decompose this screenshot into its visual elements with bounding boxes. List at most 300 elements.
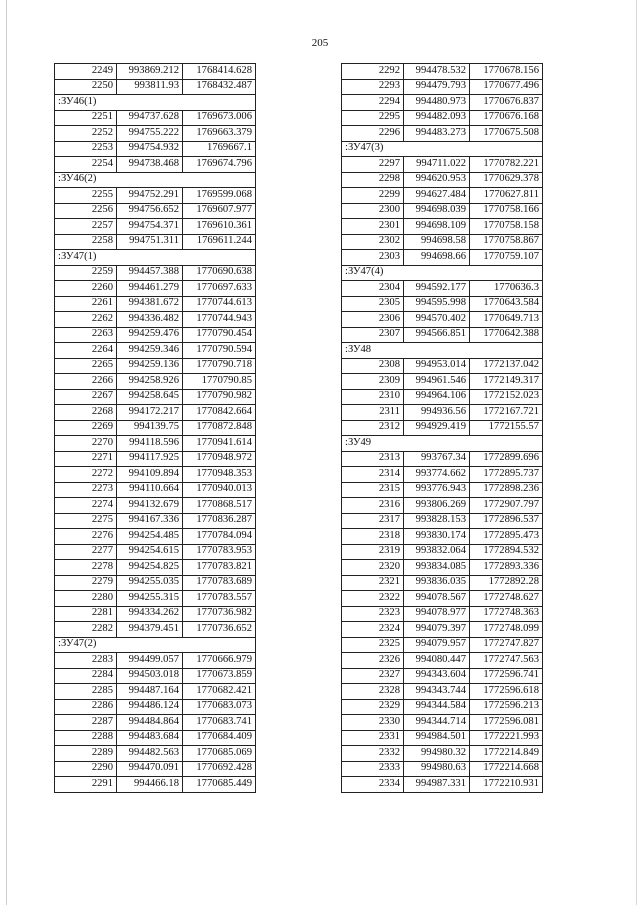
point-number-cell: 2328 [342, 684, 404, 700]
y-coordinate-cell: 1770836.287 [183, 513, 256, 529]
x-coordinate-cell: 994259.346 [117, 343, 183, 359]
y-coordinate-cell: 1770642.388 [470, 327, 543, 343]
x-coordinate-cell: 994698.109 [404, 219, 470, 235]
y-coordinate-cell: 1770758.166 [470, 203, 543, 219]
y-coordinate-cell: 1772748.363 [470, 606, 543, 622]
table-row [55, 126, 256, 142]
x-coordinate-cell: 994110.664 [117, 482, 183, 498]
table-row [342, 95, 543, 111]
x-coordinate-cell: 994461.279 [117, 281, 183, 297]
y-coordinate-cell: 1770676.168 [470, 110, 543, 126]
x-coordinate-cell: 994570.402 [404, 312, 470, 328]
y-coordinate-cell: 1772596.741 [470, 668, 543, 684]
table-row [342, 622, 543, 638]
table-row [342, 451, 543, 467]
table-row [342, 637, 543, 653]
x-coordinate-cell: 994752.291 [117, 188, 183, 204]
point-number-cell: 2331 [342, 730, 404, 746]
table-row [342, 699, 543, 715]
table-row [55, 606, 256, 622]
table-row [55, 358, 256, 374]
table-row [55, 653, 256, 669]
point-number-cell: 2304 [342, 281, 404, 297]
y-coordinate-cell: 1770629.378 [470, 172, 543, 188]
y-coordinate-cell: 1768432.487 [183, 79, 256, 95]
y-coordinate-cell: 1770736.652 [183, 622, 256, 638]
point-number-cell: 2286 [55, 699, 117, 715]
section-label: :ЗУ46(2) [55, 172, 256, 188]
y-coordinate-cell: 1770940.013 [183, 482, 256, 498]
y-coordinate-cell: 1770790.982 [183, 389, 256, 405]
section-header-row [55, 250, 256, 266]
y-coordinate-cell: 1772895.473 [470, 529, 543, 545]
x-coordinate-cell: 994483.684 [117, 730, 183, 746]
x-coordinate-cell: 994078.567 [404, 591, 470, 607]
y-coordinate-cell: 1769607.977 [183, 203, 256, 219]
table-row [342, 281, 543, 297]
y-coordinate-cell: 1770842.664 [183, 405, 256, 421]
point-number-cell: 2311 [342, 405, 404, 421]
point-number-cell: 2323 [342, 606, 404, 622]
table-row [55, 141, 256, 157]
y-coordinate-cell: 1770685.449 [183, 777, 256, 793]
point-number-cell: 2314 [342, 467, 404, 483]
point-number-cell: 2263 [55, 327, 117, 343]
scan-edge-left [6, 0, 7, 905]
point-number-cell: 2282 [55, 622, 117, 638]
x-coordinate-cell: 994118.596 [117, 436, 183, 452]
point-number-cell: 2291 [55, 777, 117, 793]
y-coordinate-cell: 1772214.849 [470, 746, 543, 762]
x-coordinate-cell: 993811.93 [117, 79, 183, 95]
y-coordinate-cell: 1769610.361 [183, 219, 256, 235]
table-row [55, 684, 256, 700]
point-number-cell: 2271 [55, 451, 117, 467]
point-number-cell: 2250 [55, 79, 117, 95]
table-row [342, 358, 543, 374]
x-coordinate-cell: 994079.957 [404, 637, 470, 653]
y-coordinate-cell: 1770872.848 [183, 420, 256, 436]
y-coordinate-cell: 1772167.721 [470, 405, 543, 421]
x-coordinate-cell: 994566.851 [404, 327, 470, 343]
y-coordinate-cell: 1770790.718 [183, 358, 256, 374]
table-row [342, 188, 543, 204]
point-number-cell: 2249 [55, 64, 117, 80]
table-row [55, 560, 256, 576]
table-row [55, 343, 256, 359]
x-coordinate-cell: 994132.679 [117, 498, 183, 514]
point-number-cell: 2306 [342, 312, 404, 328]
table-row [342, 684, 543, 700]
table-row [342, 203, 543, 219]
point-number-cell: 2272 [55, 467, 117, 483]
section-header-row [342, 141, 543, 157]
y-coordinate-cell: 1772899.696 [470, 451, 543, 467]
table-row [55, 498, 256, 514]
point-number-cell: 2277 [55, 544, 117, 560]
table-row [55, 436, 256, 452]
x-coordinate-cell: 994478.532 [404, 64, 470, 80]
x-coordinate-cell: 994479.793 [404, 79, 470, 95]
table-row [55, 591, 256, 607]
y-coordinate-cell: 1770948.353 [183, 467, 256, 483]
x-coordinate-cell: 994117.925 [117, 451, 183, 467]
point-number-cell: 2293 [342, 79, 404, 95]
point-number-cell: 2319 [342, 544, 404, 560]
y-coordinate-cell: 1770697.633 [183, 281, 256, 297]
table-row [342, 79, 543, 95]
y-coordinate-cell: 1770683.741 [183, 715, 256, 731]
table-row [342, 157, 543, 173]
y-coordinate-cell: 1770941.614 [183, 436, 256, 452]
x-coordinate-cell: 994259.136 [117, 358, 183, 374]
table-row [342, 234, 543, 250]
table-row [55, 389, 256, 405]
x-coordinate-cell: 994737.628 [117, 110, 183, 126]
point-number-cell: 2297 [342, 157, 404, 173]
x-coordinate-cell: 993832.064 [404, 544, 470, 560]
y-coordinate-cell: 1772596.081 [470, 715, 543, 731]
x-coordinate-cell: 994980.32 [404, 746, 470, 762]
x-coordinate-cell: 994254.615 [117, 544, 183, 560]
x-coordinate-cell: 994984.501 [404, 730, 470, 746]
table-row [342, 653, 543, 669]
point-number-cell: 2262 [55, 312, 117, 328]
y-coordinate-cell: 1770948.972 [183, 451, 256, 467]
table-row [342, 761, 543, 777]
point-number-cell: 2300 [342, 203, 404, 219]
table-row [342, 529, 543, 545]
table-row [55, 622, 256, 638]
x-coordinate-cell: 994595.998 [404, 296, 470, 312]
coordinates-table-left [54, 63, 256, 793]
y-coordinate-cell: 1772210.931 [470, 777, 543, 793]
x-coordinate-cell: 993869.212 [117, 64, 183, 80]
y-coordinate-cell: 1772596.213 [470, 699, 543, 715]
x-coordinate-cell: 994343.604 [404, 668, 470, 684]
point-number-cell: 2299 [342, 188, 404, 204]
section-label: :ЗУ47(1) [55, 250, 256, 266]
x-coordinate-cell: 994953.014 [404, 358, 470, 374]
point-number-cell: 2330 [342, 715, 404, 731]
section-label: :ЗУ46(1) [55, 95, 256, 111]
point-number-cell: 2281 [55, 606, 117, 622]
y-coordinate-cell: 1770758.867 [470, 234, 543, 250]
table-row [55, 234, 256, 250]
x-coordinate-cell: 994255.035 [117, 575, 183, 591]
y-coordinate-cell: 1772748.627 [470, 591, 543, 607]
point-number-cell: 2255 [55, 188, 117, 204]
table-row [342, 312, 543, 328]
page-number: 205 [311, 37, 329, 49]
x-coordinate-cell: 994109.894 [117, 467, 183, 483]
point-number-cell: 2275 [55, 513, 117, 529]
point-number-cell: 2257 [55, 219, 117, 235]
y-coordinate-cell: 1772894.532 [470, 544, 543, 560]
point-number-cell: 2280 [55, 591, 117, 607]
x-coordinate-cell: 994336.482 [117, 312, 183, 328]
section-label: :ЗУ47(3) [342, 141, 543, 157]
table-row [55, 405, 256, 421]
x-coordinate-cell: 994499.057 [117, 653, 183, 669]
y-coordinate-cell: 1772221.993 [470, 730, 543, 746]
point-number-cell: 2294 [342, 95, 404, 111]
x-coordinate-cell: 994258.645 [117, 389, 183, 405]
table-row [342, 730, 543, 746]
section-header-row [342, 265, 543, 281]
x-coordinate-cell: 994172.217 [117, 405, 183, 421]
x-coordinate-cell: 994961.546 [404, 374, 470, 390]
point-number-cell: 2264 [55, 343, 117, 359]
point-number-cell: 2325 [342, 637, 404, 653]
table-row [342, 715, 543, 731]
y-coordinate-cell: 1769599.068 [183, 188, 256, 204]
table-row [342, 405, 543, 421]
section-header-row [55, 172, 256, 188]
y-coordinate-cell: 1770676.837 [470, 95, 543, 111]
point-number-cell: 2279 [55, 575, 117, 591]
point-number-cell: 2268 [55, 405, 117, 421]
x-coordinate-cell: 994503.018 [117, 668, 183, 684]
table-row [342, 126, 543, 142]
x-coordinate-cell: 994755.222 [117, 126, 183, 142]
point-number-cell: 2265 [55, 358, 117, 374]
table-row [55, 746, 256, 762]
y-coordinate-cell: 1772895.737 [470, 467, 543, 483]
x-coordinate-cell: 993830.174 [404, 529, 470, 545]
y-coordinate-cell: 1770685.069 [183, 746, 256, 762]
point-number-cell: 2312 [342, 420, 404, 436]
y-coordinate-cell: 1770784.094 [183, 529, 256, 545]
x-coordinate-cell: 994344.714 [404, 715, 470, 731]
table-row [342, 560, 543, 576]
point-number-cell: 2287 [55, 715, 117, 731]
point-number-cell: 2303 [342, 250, 404, 266]
y-coordinate-cell: 1770790.594 [183, 343, 256, 359]
x-coordinate-cell: 994483.273 [404, 126, 470, 142]
y-coordinate-cell: 1770782.221 [470, 157, 543, 173]
table-row [55, 281, 256, 297]
coordinates-table-right-body [342, 64, 543, 793]
y-coordinate-cell: 1770627.811 [470, 188, 543, 204]
y-coordinate-cell: 1770690.638 [183, 265, 256, 281]
x-coordinate-cell: 994480.973 [404, 95, 470, 111]
table-row [342, 219, 543, 235]
table-row [342, 374, 543, 390]
y-coordinate-cell: 1772137.042 [470, 358, 543, 374]
point-number-cell: 2332 [342, 746, 404, 762]
x-coordinate-cell: 994080.447 [404, 653, 470, 669]
point-number-cell: 2322 [342, 591, 404, 607]
x-coordinate-cell: 994711.022 [404, 157, 470, 173]
y-coordinate-cell: 1772152.023 [470, 389, 543, 405]
point-number-cell: 2305 [342, 296, 404, 312]
point-number-cell: 2310 [342, 389, 404, 405]
y-coordinate-cell: 1770783.953 [183, 544, 256, 560]
table-row [55, 730, 256, 746]
x-coordinate-cell: 994079.397 [404, 622, 470, 638]
y-coordinate-cell: 1770683.073 [183, 699, 256, 715]
point-number-cell: 2252 [55, 126, 117, 142]
x-coordinate-cell: 994484.864 [117, 715, 183, 731]
table-row [342, 482, 543, 498]
point-number-cell: 2309 [342, 374, 404, 390]
x-coordinate-cell: 994987.331 [404, 777, 470, 793]
x-coordinate-cell: 994466.18 [117, 777, 183, 793]
table-row [55, 529, 256, 545]
point-number-cell: 2334 [342, 777, 404, 793]
table-row [55, 715, 256, 731]
table-row [342, 420, 543, 436]
table-row [342, 296, 543, 312]
table-row [342, 467, 543, 483]
y-coordinate-cell: 1770868.517 [183, 498, 256, 514]
point-number-cell: 2316 [342, 498, 404, 514]
table-row [55, 513, 256, 529]
y-coordinate-cell: 1770744.613 [183, 296, 256, 312]
point-number-cell: 2290 [55, 761, 117, 777]
table-row [55, 777, 256, 793]
table-row [342, 606, 543, 622]
x-coordinate-cell: 994379.451 [117, 622, 183, 638]
table-row [55, 110, 256, 126]
table-row [55, 265, 256, 281]
coordinates-table-right [341, 63, 543, 793]
point-number-cell: 2292 [342, 64, 404, 80]
point-number-cell: 2266 [55, 374, 117, 390]
x-coordinate-cell: 993767.34 [404, 451, 470, 467]
y-coordinate-cell: 1770759.107 [470, 250, 543, 266]
scan-edge-right [636, 0, 637, 905]
x-coordinate-cell: 994470.091 [117, 761, 183, 777]
y-coordinate-cell: 1772214.668 [470, 761, 543, 777]
x-coordinate-cell: 993774.662 [404, 467, 470, 483]
table-row [55, 467, 256, 483]
x-coordinate-cell: 994964.106 [404, 389, 470, 405]
x-coordinate-cell: 994482.093 [404, 110, 470, 126]
y-coordinate-cell: 1770675.508 [470, 126, 543, 142]
point-number-cell: 2259 [55, 265, 117, 281]
y-coordinate-cell: 1770677.496 [470, 79, 543, 95]
y-coordinate-cell: 1770790.454 [183, 327, 256, 343]
x-coordinate-cell: 994698.66 [404, 250, 470, 266]
point-number-cell: 2261 [55, 296, 117, 312]
x-coordinate-cell: 994756.652 [117, 203, 183, 219]
x-coordinate-cell: 994255.315 [117, 591, 183, 607]
x-coordinate-cell: 994343.744 [404, 684, 470, 700]
x-coordinate-cell: 994482.563 [117, 746, 183, 762]
point-number-cell: 2301 [342, 219, 404, 235]
point-number-cell: 2274 [55, 498, 117, 514]
point-number-cell: 2317 [342, 513, 404, 529]
y-coordinate-cell: 1772896.537 [470, 513, 543, 529]
point-number-cell: 2326 [342, 653, 404, 669]
point-number-cell: 2273 [55, 482, 117, 498]
point-number-cell: 2302 [342, 234, 404, 250]
x-coordinate-cell: 994254.485 [117, 529, 183, 545]
x-coordinate-cell: 994620.953 [404, 172, 470, 188]
x-coordinate-cell: 994167.336 [117, 513, 183, 529]
point-number-cell: 2285 [55, 684, 117, 700]
y-coordinate-cell: 1769674.796 [183, 157, 256, 173]
table-row [55, 203, 256, 219]
section-label: :ЗУ48 [342, 343, 543, 359]
table-row [55, 157, 256, 173]
table-row [55, 219, 256, 235]
table-row [55, 374, 256, 390]
y-coordinate-cell: 1770783.821 [183, 560, 256, 576]
table-row [55, 761, 256, 777]
y-coordinate-cell: 1770736.982 [183, 606, 256, 622]
table-row [342, 389, 543, 405]
x-coordinate-cell: 994698.039 [404, 203, 470, 219]
table-row [342, 110, 543, 126]
point-number-cell: 2327 [342, 668, 404, 684]
y-coordinate-cell: 1770783.689 [183, 575, 256, 591]
y-coordinate-cell: 1772747.563 [470, 653, 543, 669]
table-row [342, 250, 543, 266]
table-row [55, 64, 256, 80]
point-number-cell: 2295 [342, 110, 404, 126]
point-number-cell: 2276 [55, 529, 117, 545]
point-number-cell: 2320 [342, 560, 404, 576]
y-coordinate-cell: 1772155.57 [470, 420, 543, 436]
y-coordinate-cell: 1770790.85 [183, 374, 256, 390]
section-label: :ЗУ47(4) [342, 265, 543, 281]
section-header-row [55, 95, 256, 111]
x-coordinate-cell: 994936.56 [404, 405, 470, 421]
y-coordinate-cell: 1769667.1 [183, 141, 256, 157]
table-row [55, 699, 256, 715]
y-coordinate-cell: 1772892.28 [470, 575, 543, 591]
x-coordinate-cell: 994457.388 [117, 265, 183, 281]
point-number-cell: 2289 [55, 746, 117, 762]
point-number-cell: 2321 [342, 575, 404, 591]
table-row [342, 327, 543, 343]
table-row [342, 513, 543, 529]
y-coordinate-cell: 1769663.379 [183, 126, 256, 142]
y-coordinate-cell: 1769611.244 [183, 234, 256, 250]
section-header-row [342, 436, 543, 452]
section-header-row [342, 343, 543, 359]
point-number-cell: 2258 [55, 234, 117, 250]
table-row [55, 312, 256, 328]
x-coordinate-cell: 994334.262 [117, 606, 183, 622]
table-row [342, 746, 543, 762]
y-coordinate-cell: 1770666.979 [183, 653, 256, 669]
point-number-cell: 2251 [55, 110, 117, 126]
x-coordinate-cell: 994344.584 [404, 699, 470, 715]
y-coordinate-cell: 1772596.618 [470, 684, 543, 700]
x-coordinate-cell: 994259.476 [117, 327, 183, 343]
x-coordinate-cell: 994698.58 [404, 234, 470, 250]
table-row [55, 420, 256, 436]
y-coordinate-cell: 1770692.428 [183, 761, 256, 777]
x-coordinate-cell: 993806.269 [404, 498, 470, 514]
y-coordinate-cell: 1772149.317 [470, 374, 543, 390]
x-coordinate-cell: 993776.943 [404, 482, 470, 498]
point-number-cell: 2307 [342, 327, 404, 343]
point-number-cell: 2254 [55, 157, 117, 173]
x-coordinate-cell: 994078.977 [404, 606, 470, 622]
table-row [55, 575, 256, 591]
x-coordinate-cell: 994754.371 [117, 219, 183, 235]
point-number-cell: 2283 [55, 653, 117, 669]
y-coordinate-cell: 1770744.943 [183, 312, 256, 328]
x-coordinate-cell: 994754.932 [117, 141, 183, 157]
x-coordinate-cell: 994254.825 [117, 560, 183, 576]
point-number-cell: 2253 [55, 141, 117, 157]
